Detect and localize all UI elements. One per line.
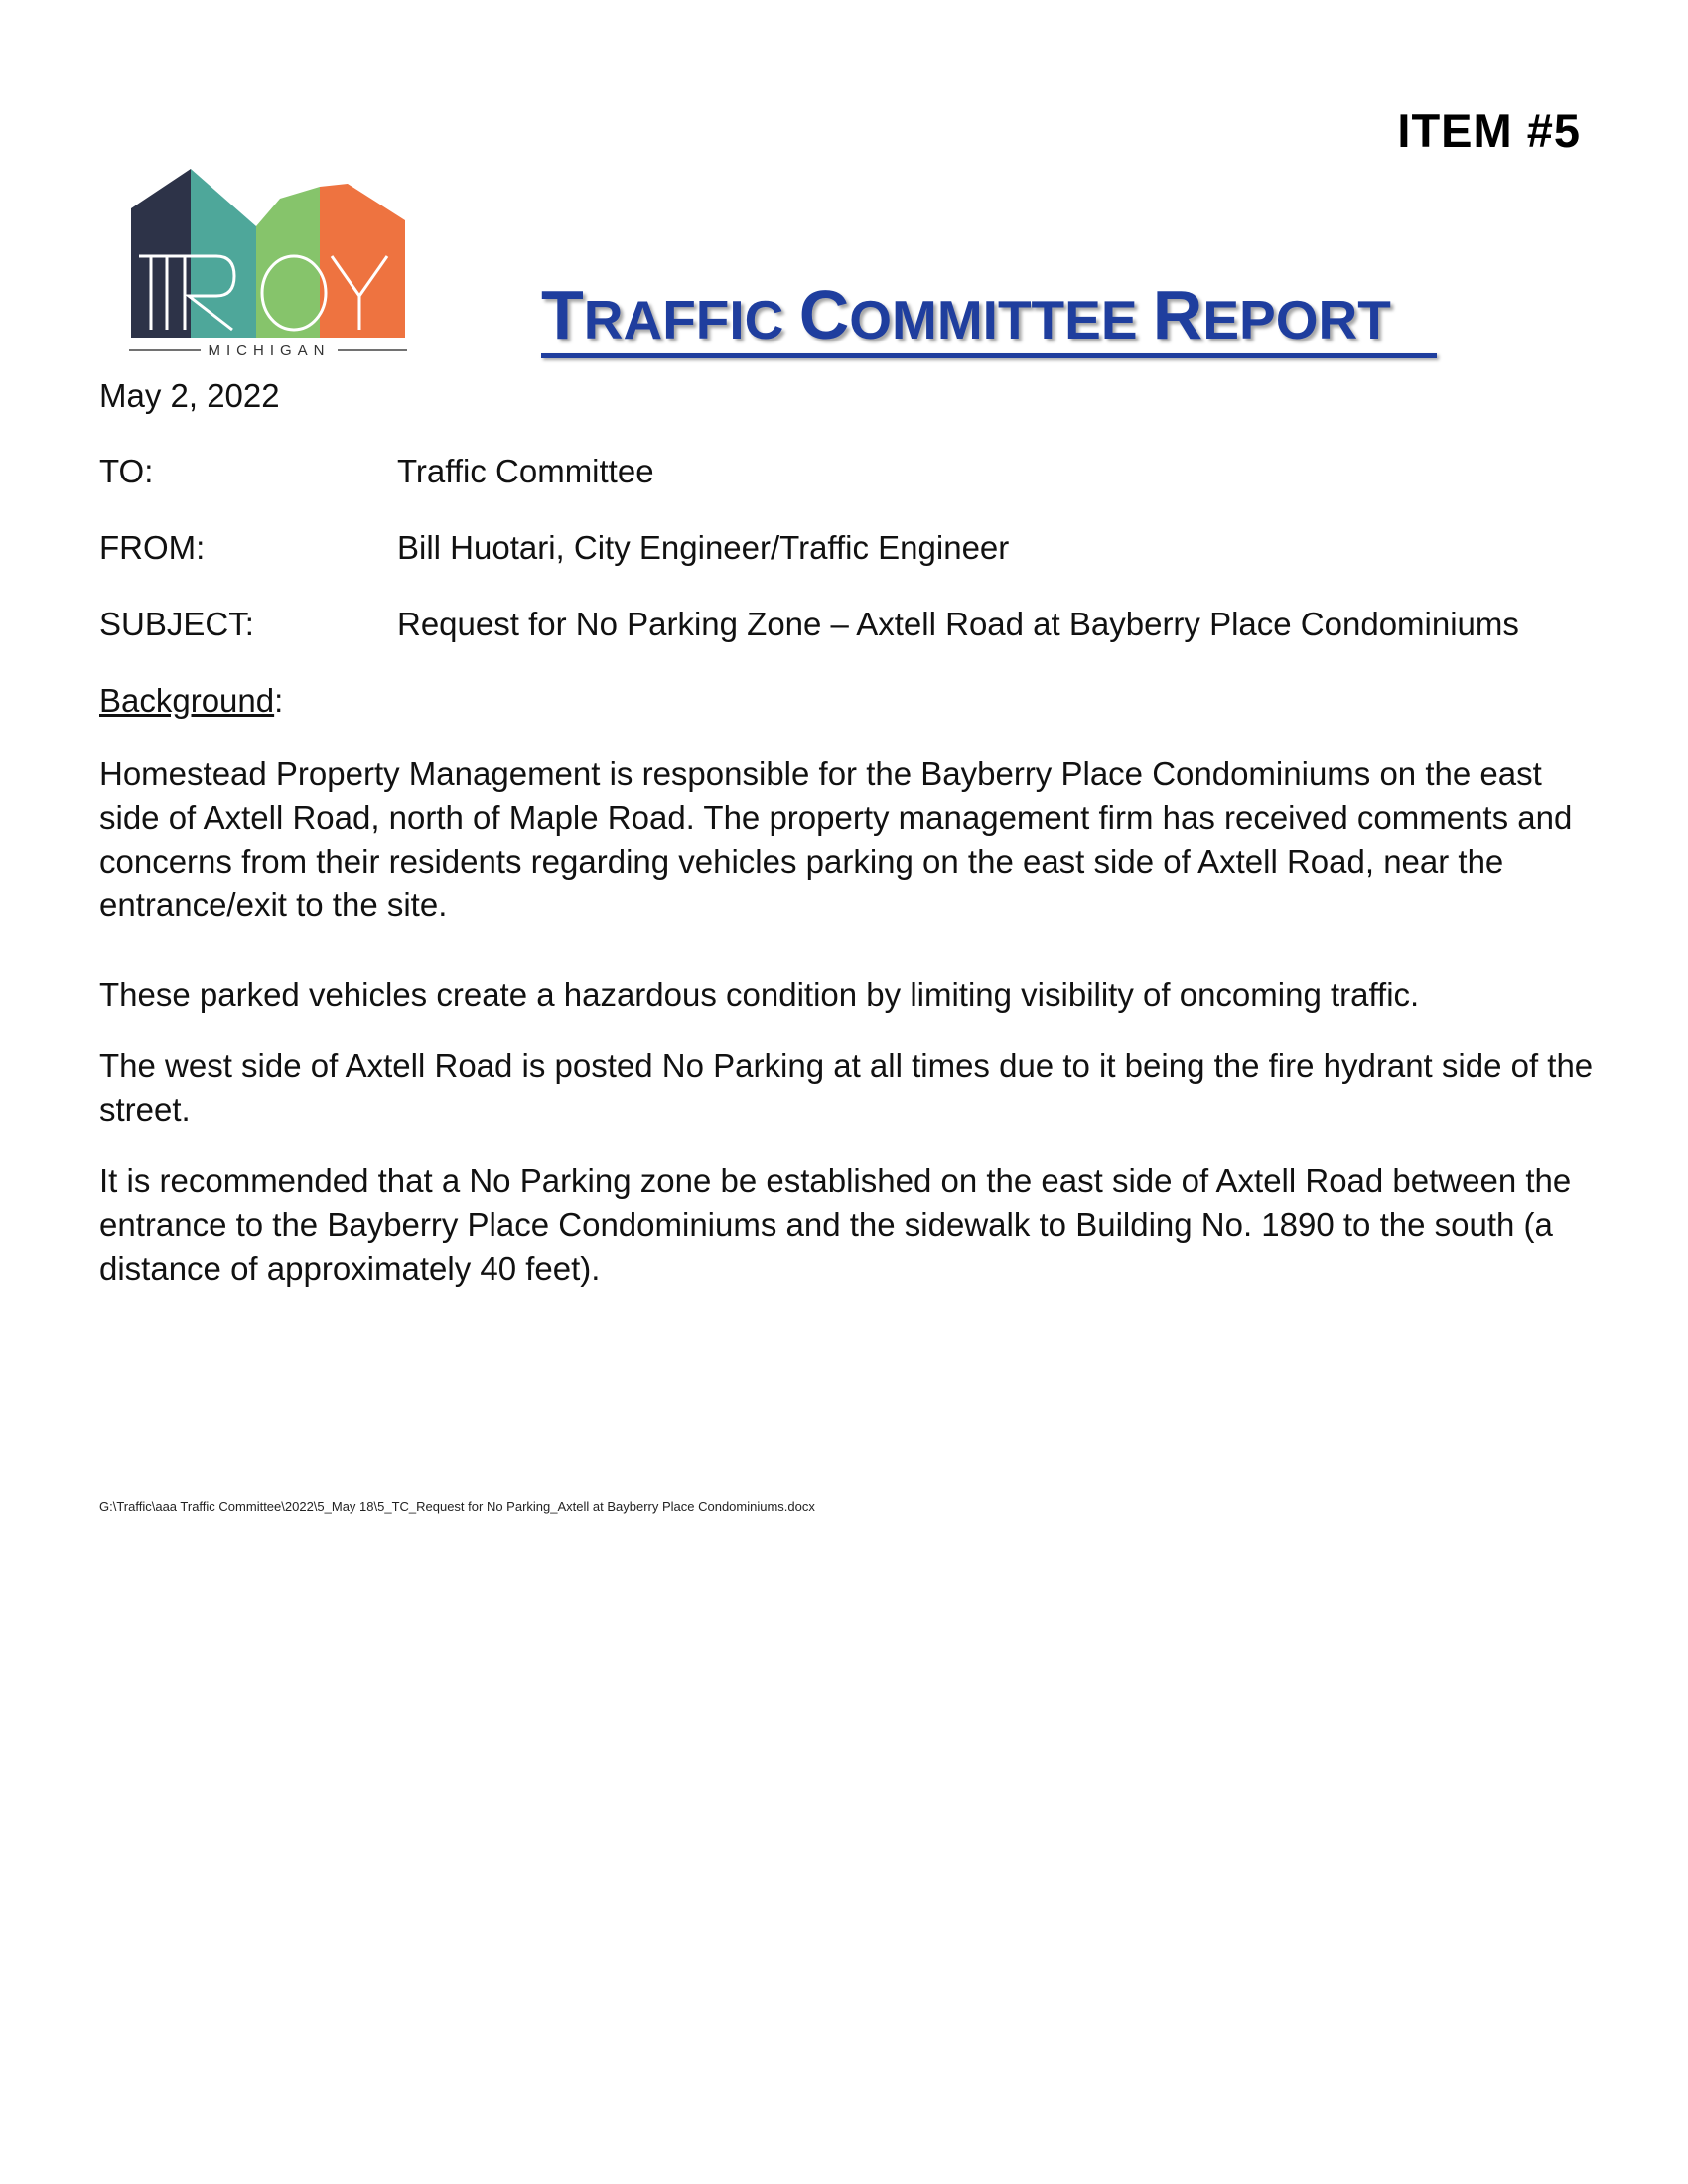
item-number: ITEM #5 xyxy=(1397,104,1581,157)
background-heading-text: Background xyxy=(99,682,275,719)
from-value: Bill Huotari, City Engineer/Traffic Engineer xyxy=(397,529,1010,566)
title-underline xyxy=(541,353,1437,358)
background-heading xyxy=(99,682,283,720)
to-label: TO: xyxy=(99,453,154,489)
title-part: C xyxy=(798,276,850,353)
subject-value: Request for No Parking Zone – Axtell Road at Bayberry Place Condominiums xyxy=(397,606,1519,642)
title-part: RAFFIC xyxy=(583,289,799,350)
paragraph: Homestead Property Management is responsible for the Bayberry Place Condominiums on the east side of Axtell Road, north of Maple Road. The property management firm has received comments and concerns from their residents regarding vehicles parking on the east side of Axtell Road, near the entrance/exit to the site. xyxy=(99,755,1573,923)
troy-michigan-logo xyxy=(129,169,407,362)
file-path-footer: G:\Traffic\aaa Traffic Committee\2022\5_May 18\5_TC_Request for No Parking_Axtell at Bayberry Place Condominiums.docx xyxy=(99,1499,815,1514)
to-value: Traffic Committee xyxy=(397,453,654,489)
memo-date: May 2, 2022 xyxy=(99,377,280,414)
subject-label: SUBJECT: xyxy=(99,606,254,642)
title-part: T xyxy=(541,276,584,353)
from-label: FROM: xyxy=(99,529,206,566)
logo-subtext: MICHIGAN xyxy=(208,342,331,359)
report-title xyxy=(541,276,1391,353)
background-heading-colon: : xyxy=(274,682,284,719)
title-part: OMMITTEE xyxy=(849,289,1153,350)
title-part: R xyxy=(1152,276,1203,353)
paragraph: The west side of Axtell Road is posted No Parking at all times due to it being the fire hydrant side of the street. xyxy=(99,1047,1594,1128)
title-part: EPORT xyxy=(1202,289,1391,350)
paragraph: It is recommended that a No Parking zone be established on the east side of Axtell Road between the entrance to the Bayberry Place Condominiums and the sidewalk to Building No. 1890 to the south (a distance of approximately 40 feet). xyxy=(99,1162,1572,1287)
paragraph: These parked vehicles create a hazardous condition by limiting visibility of oncoming traffic. xyxy=(99,976,1420,1013)
